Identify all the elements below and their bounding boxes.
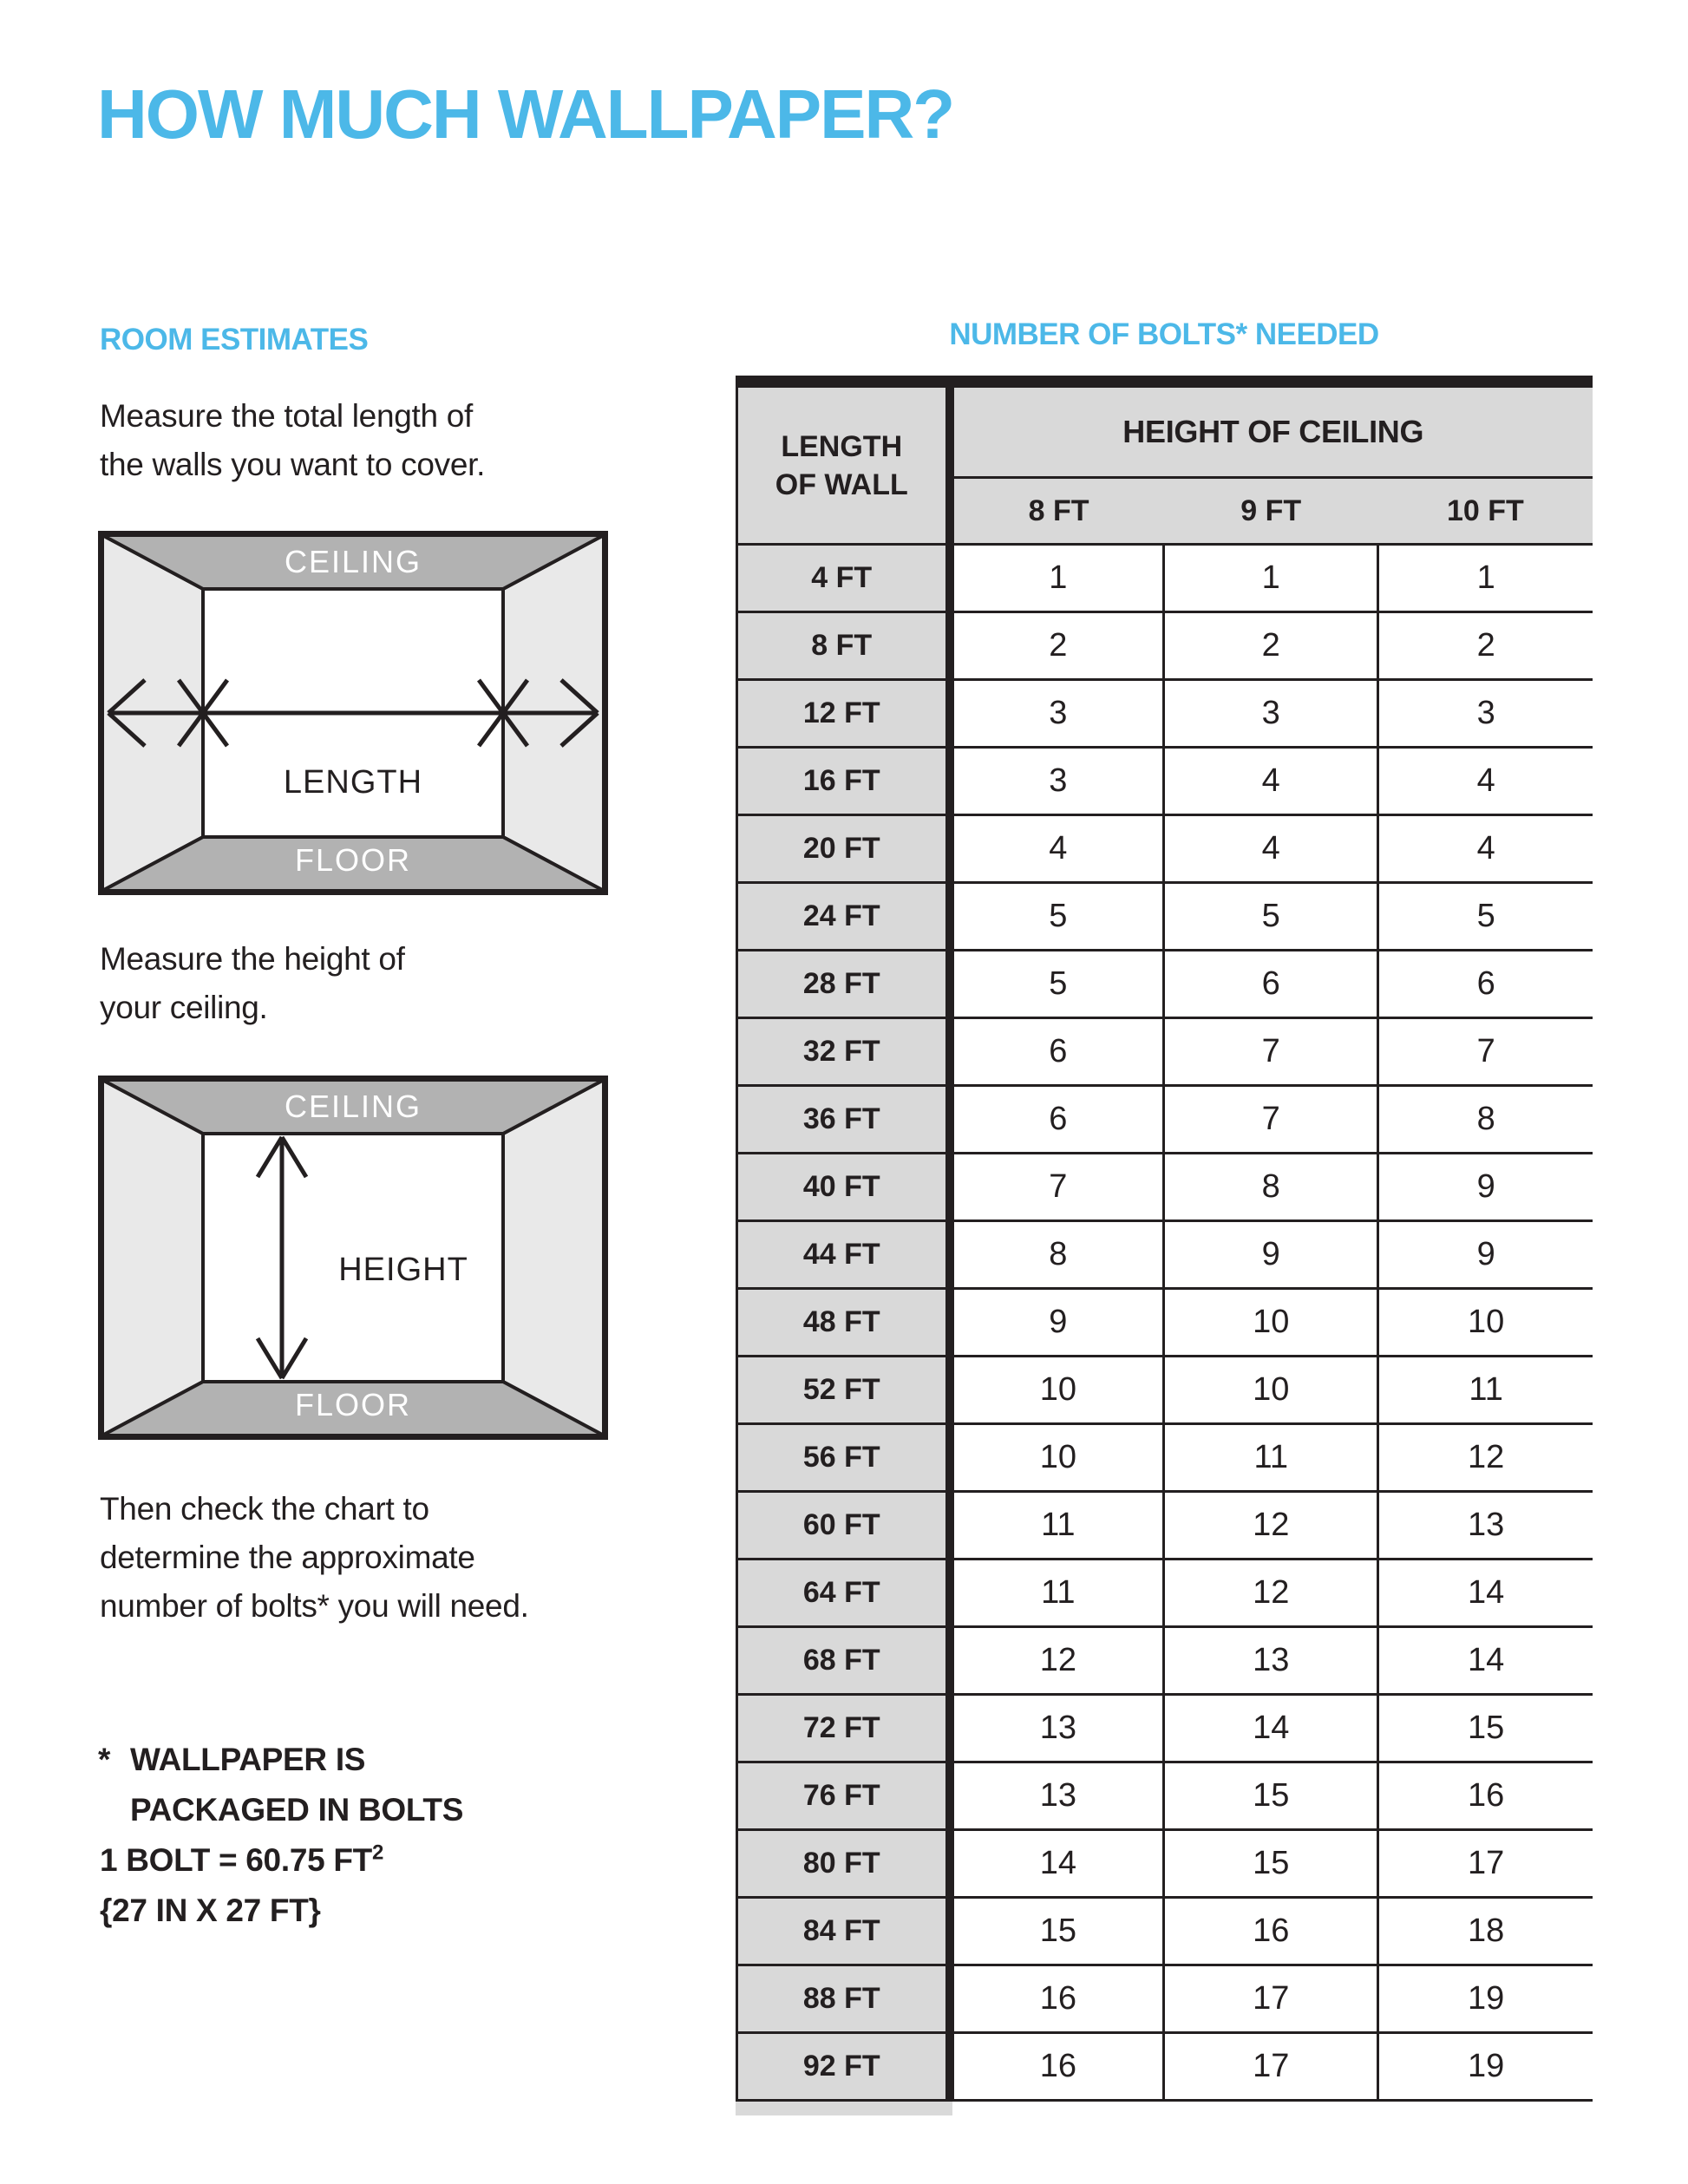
table-row bbox=[737, 680, 1593, 748]
paragraph-line: Measure the total length of bbox=[100, 398, 474, 434]
bolts-needed-heading: NUMBER OF BOLTS* NEEDED bbox=[949, 317, 1379, 351]
paragraph-line: determine the approximate bbox=[100, 1540, 475, 1575]
bolt-count-cell: 17 bbox=[1164, 1965, 1378, 2033]
bolt-count-cell: 12 bbox=[1164, 1492, 1378, 1560]
bolt-count-cell: 12 bbox=[1378, 1424, 1593, 1492]
bolt-count-cell: 9 bbox=[950, 1289, 1164, 1357]
bolt-count-cell: 1 bbox=[950, 545, 1164, 612]
paragraph-line: your ceiling. bbox=[100, 990, 268, 1025]
row-length-label: 16 FT bbox=[737, 748, 950, 815]
room-height-diagram bbox=[98, 1076, 608, 1440]
row-length-label: 92 FT bbox=[737, 2033, 950, 2101]
bolt-count-cell: 5 bbox=[950, 951, 1164, 1018]
col-header-10ft: 10 FT bbox=[1378, 478, 1593, 545]
page-title: HOW MUCH WALLPAPER? bbox=[97, 75, 954, 153]
bolt-count-cell: 14 bbox=[1378, 1627, 1593, 1695]
bolt-count-cell: 19 bbox=[1378, 2033, 1593, 2101]
table-row bbox=[737, 1018, 1593, 1086]
row-length-label: 76 FT bbox=[737, 1762, 950, 1830]
bolt-count-cell: 13 bbox=[950, 1762, 1164, 1830]
bolt-count-cell: 6 bbox=[950, 1086, 1164, 1154]
bolt-count-cell: 15 bbox=[1164, 1830, 1378, 1898]
check-chart-paragraph bbox=[100, 1485, 529, 1631]
footnote-line: PACKAGED IN BOLTS bbox=[130, 1792, 464, 1828]
table-row bbox=[737, 1492, 1593, 1560]
bolts-table-body bbox=[737, 545, 1593, 2101]
table-row bbox=[737, 1762, 1593, 1830]
row-length-label: 72 FT bbox=[737, 1695, 950, 1762]
bolt-count-cell: 9 bbox=[1164, 1221, 1378, 1289]
bolt-count-cell: 2 bbox=[950, 612, 1164, 680]
bolt-count-cell: 3 bbox=[1378, 680, 1593, 748]
bolt-count-cell: 4 bbox=[1164, 748, 1378, 815]
asterisk: * bbox=[98, 1742, 111, 1777]
bolt-count-cell: 8 bbox=[1378, 1086, 1593, 1154]
row-length-label: 44 FT bbox=[737, 1221, 950, 1289]
bolt-count-cell: 5 bbox=[1164, 883, 1378, 951]
bolt-count-cell: 17 bbox=[1378, 1830, 1593, 1898]
bolt-equation-text: 1 BOLT = 60.75 FT bbox=[100, 1842, 372, 1878]
bolt-count-cell: 14 bbox=[1164, 1695, 1378, 1762]
bolt-count-cell: 14 bbox=[950, 1830, 1164, 1898]
left-wall bbox=[102, 1080, 203, 1435]
bolt-count-cell: 16 bbox=[1164, 1898, 1378, 1965]
height-label: HEIGHT bbox=[338, 1252, 468, 1288]
bolt-count-cell: 11 bbox=[950, 1560, 1164, 1627]
table-header-row bbox=[737, 382, 1593, 478]
row-length-label: 40 FT bbox=[737, 1154, 950, 1221]
paragraph-line: Measure the height of bbox=[100, 941, 405, 977]
bolt-dimensions: {27 IN X 27 FT} bbox=[100, 1893, 321, 1928]
table-row bbox=[737, 545, 1593, 612]
table-row bbox=[737, 1695, 1593, 1762]
bolt-count-cell: 1 bbox=[1164, 545, 1378, 612]
ceiling-label: CEILING bbox=[284, 1089, 422, 1124]
length-label: LENGTH bbox=[283, 764, 423, 801]
bolt-count-cell: 4 bbox=[950, 815, 1164, 883]
bolt-count-cell: 10 bbox=[1378, 1289, 1593, 1357]
row-length-label: 28 FT bbox=[737, 951, 950, 1018]
bolt-count-cell: 17 bbox=[1164, 2033, 1378, 2101]
bolt-count-cell: 6 bbox=[1378, 951, 1593, 1018]
table-row bbox=[737, 1830, 1593, 1898]
footnote-line: WALLPAPER IS bbox=[130, 1742, 366, 1777]
table-row bbox=[737, 1086, 1593, 1154]
table-row bbox=[737, 748, 1593, 815]
bolt-count-cell: 12 bbox=[950, 1627, 1164, 1695]
bolt-count-cell: 10 bbox=[950, 1357, 1164, 1424]
bolt-count-cell: 2 bbox=[1164, 612, 1378, 680]
bolt-count-cell: 8 bbox=[1164, 1154, 1378, 1221]
bolt-count-cell: 11 bbox=[1378, 1357, 1593, 1424]
row-length-label: 32 FT bbox=[737, 1018, 950, 1086]
bolt-count-cell: 18 bbox=[1378, 1898, 1593, 1965]
paragraph-line: number of bolts* you will need. bbox=[100, 1588, 529, 1624]
bolt-count-cell: 11 bbox=[950, 1492, 1164, 1560]
bolt-count-cell: 10 bbox=[950, 1424, 1164, 1492]
row-length-label: 48 FT bbox=[737, 1289, 950, 1357]
bolt-count-cell: 15 bbox=[1378, 1695, 1593, 1762]
bolt-count-cell: 14 bbox=[1378, 1560, 1593, 1627]
table-row bbox=[737, 1965, 1593, 2033]
bolt-count-cell: 13 bbox=[1378, 1492, 1593, 1560]
bolts-footnote bbox=[98, 1735, 463, 1835]
height-of-ceiling-header: HEIGHT OF CEILING bbox=[950, 382, 1593, 478]
table-row bbox=[737, 951, 1593, 1018]
bolt-count-cell: 13 bbox=[950, 1695, 1164, 1762]
bolts-table bbox=[736, 376, 1593, 2102]
bolt-count-cell: 3 bbox=[950, 748, 1164, 815]
table-row bbox=[737, 1357, 1593, 1424]
table-row bbox=[737, 2033, 1593, 2101]
row-length-label: 80 FT bbox=[737, 1830, 950, 1898]
table-row bbox=[737, 815, 1593, 883]
bolt-count-cell: 1 bbox=[1378, 545, 1593, 612]
bolt-count-cell: 6 bbox=[1164, 951, 1378, 1018]
bolt-count-cell: 11 bbox=[1164, 1424, 1378, 1492]
row-length-label: 84 FT bbox=[737, 1898, 950, 1965]
row-length-label: 24 FT bbox=[737, 883, 950, 951]
table-row bbox=[737, 612, 1593, 680]
bolt-count-cell: 10 bbox=[1164, 1289, 1378, 1357]
bolt-count-cell: 3 bbox=[950, 680, 1164, 748]
bolt-count-cell: 4 bbox=[1164, 815, 1378, 883]
bolt-count-cell: 9 bbox=[1378, 1154, 1593, 1221]
paragraph-line: Then check the chart to bbox=[100, 1491, 429, 1527]
header-line: OF WALL bbox=[775, 468, 908, 501]
row-length-label: 68 FT bbox=[737, 1627, 950, 1695]
col-header-8ft: 8 FT bbox=[950, 478, 1164, 545]
row-length-label: 52 FT bbox=[737, 1357, 950, 1424]
room-length-diagram bbox=[98, 531, 608, 895]
bolts-table-container bbox=[736, 376, 1593, 2102]
row-length-label: 64 FT bbox=[737, 1560, 950, 1627]
bolt-count-cell: 10 bbox=[1164, 1357, 1378, 1424]
bolt-count-cell: 6 bbox=[950, 1018, 1164, 1086]
row-length-label: 8 FT bbox=[737, 612, 950, 680]
bolt-count-cell: 7 bbox=[1378, 1018, 1593, 1086]
bolt-count-cell: 7 bbox=[1164, 1018, 1378, 1086]
row-length-label: 36 FT bbox=[737, 1086, 950, 1154]
bolt-count-cell: 3 bbox=[1164, 680, 1378, 748]
room-estimates-heading: ROOM ESTIMATES bbox=[100, 323, 369, 356]
squared-superscript: 2 bbox=[371, 1841, 384, 1865]
bolt-count-cell: 12 bbox=[1164, 1560, 1378, 1627]
bolt-count-cell: 7 bbox=[950, 1154, 1164, 1221]
row-length-label: 56 FT bbox=[737, 1424, 950, 1492]
bolt-count-cell: 4 bbox=[1378, 748, 1593, 815]
measure-length-paragraph bbox=[100, 392, 485, 489]
bolt-count-cell: 2 bbox=[1378, 612, 1593, 680]
floor-label: FLOOR bbox=[294, 842, 412, 878]
table-row bbox=[737, 1154, 1593, 1221]
table-row bbox=[737, 1898, 1593, 1965]
bolt-count-cell: 5 bbox=[1378, 883, 1593, 951]
bolt-count-cell: 16 bbox=[950, 2033, 1164, 2101]
bolt-equation bbox=[100, 1842, 383, 1879]
bolt-count-cell: 15 bbox=[1164, 1762, 1378, 1830]
header-line: LENGTH bbox=[781, 429, 903, 463]
bolt-count-cell: 16 bbox=[1378, 1762, 1593, 1830]
col-header-9ft: 9 FT bbox=[1164, 478, 1378, 545]
table-row bbox=[737, 1424, 1593, 1492]
table-row bbox=[737, 1289, 1593, 1357]
bolt-count-cell: 15 bbox=[950, 1898, 1164, 1965]
length-of-wall-header bbox=[737, 382, 950, 545]
table-row bbox=[737, 1627, 1593, 1695]
row-length-label: 12 FT bbox=[737, 680, 950, 748]
bolt-count-cell: 8 bbox=[950, 1221, 1164, 1289]
bolt-count-cell: 16 bbox=[950, 1965, 1164, 2033]
table-left-column-stub bbox=[736, 2102, 952, 2115]
bolt-count-cell: 13 bbox=[1164, 1627, 1378, 1695]
bolt-count-cell: 19 bbox=[1378, 1965, 1593, 2033]
bolt-count-cell: 9 bbox=[1378, 1221, 1593, 1289]
floor-label: FLOOR bbox=[294, 1387, 412, 1422]
row-length-label: 20 FT bbox=[737, 815, 950, 883]
right-wall bbox=[503, 1080, 604, 1435]
bolt-count-cell: 5 bbox=[950, 883, 1164, 951]
ceiling-label: CEILING bbox=[284, 544, 422, 579]
table-row bbox=[737, 1560, 1593, 1627]
paragraph-line: the walls you want to cover. bbox=[100, 447, 486, 482]
table-row bbox=[737, 1221, 1593, 1289]
bolt-count-cell: 7 bbox=[1164, 1086, 1378, 1154]
bolt-count-cell: 4 bbox=[1378, 815, 1593, 883]
row-length-label: 60 FT bbox=[737, 1492, 950, 1560]
row-length-label: 88 FT bbox=[737, 1965, 950, 2033]
table-row bbox=[737, 883, 1593, 951]
measure-height-paragraph bbox=[100, 935, 405, 1032]
row-length-label: 4 FT bbox=[737, 545, 950, 612]
